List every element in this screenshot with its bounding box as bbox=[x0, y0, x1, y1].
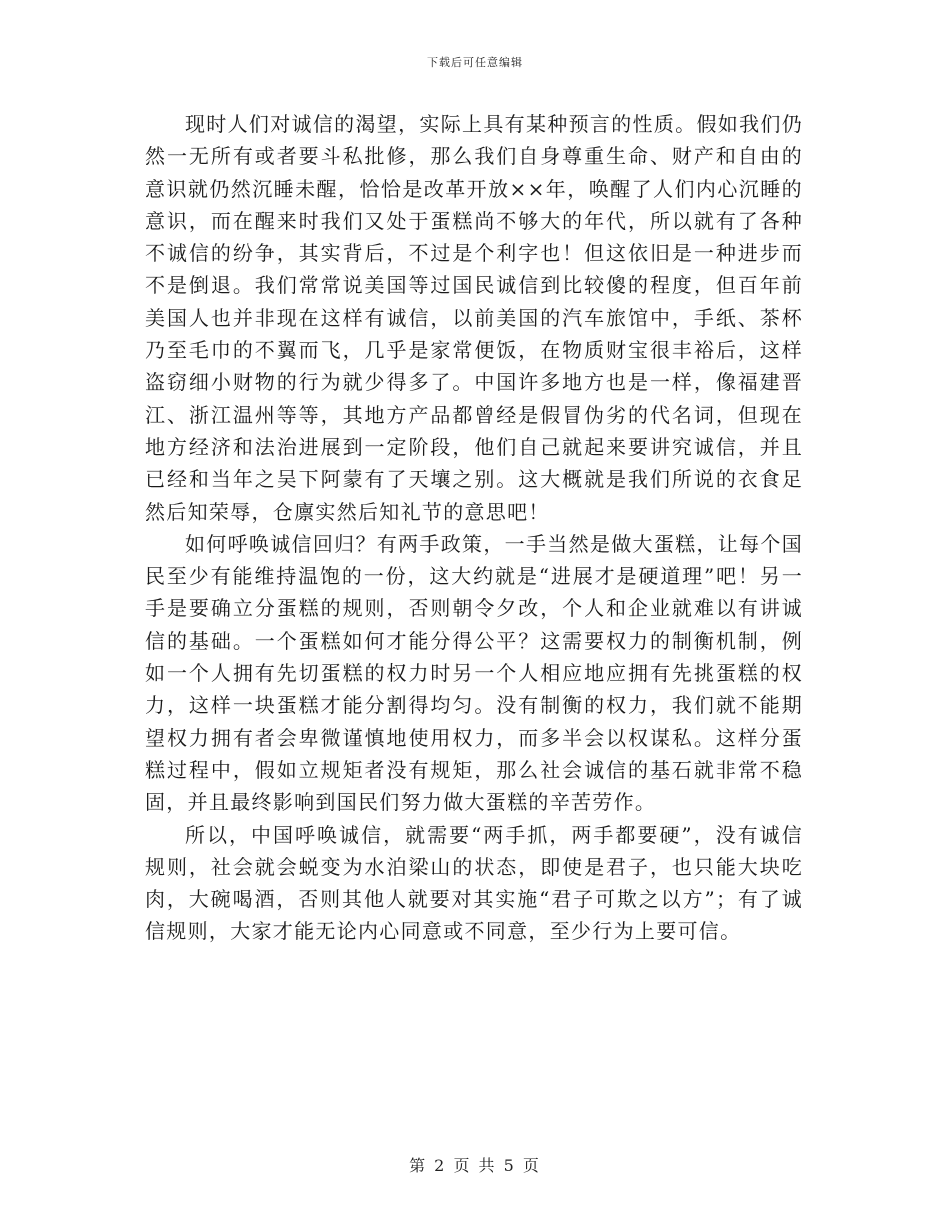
document-body bbox=[145, 108, 803, 948]
paragraph-1: 现时人们对诚信的渴望，实际上具有某种预言的性质。假如我们仍然一无所有或者要斗私批修，那么我们自身尊重生命、财产和自由的意识就仍然沉睡未醒，恰恰是改革开放××年，唤醒了人们内心沉睡的意识，而在醒来时我们又处于蛋糕尚不够大的年代，所以就有了各种不诚信的纷争，其实背后，不过是个利字也！但这依旧是一种进步而不是倒退。我们常常说美国等过国民诚信到比较傻的程度，但百年前美国人也并非现在这样有诚信，以前美国的汽车旅馆中，手纸、茶杯乃至毛巾的不翼而飞，几乎是家常便饭，在物质财宝很丰裕后，这样盗窃细小财物的行为就少得多了。中国许多地方也是一样，像福建晋江、浙江温州等等，其地方产品都曾经是假冒伪劣的代名词，但现在地方经济和法治进展到一定阶段，他们自己就起来要讲究诚信，并且已经和当年之吴下阿蒙有了天壤之别。这大概就是我们所说的衣食足然后知荣辱，仓廪实然后知礼节的意思吧！ bbox=[145, 112, 803, 524]
paragraph-3: 所以，中国呼唤诚信，就需要“两手抓，两手都要硬”，没有诚信规则，社会就会蜕变为水泊梁山的状态，即使是君子，也只能大块吃肉，大碗喝酒，否则其他人就要对其实施“君子可欺之以方”；有了诚信规则，大家才能无论内心同意或不同意，至少行为上要可信。 bbox=[145, 822, 803, 944]
paragraph-2: 如何呼唤诚信回归？有两手政策，一手当然是做大蛋糕，让每个国民至少有能维持温饱的一份，这大约就是“进展才是硬道理”吧！另一手是要确立分蛋糕的规则，否则朝令夕改，个人和企业就难以有讲诚信的基础。一个蛋糕如何才能分得公平？这需要权力的制衡机制，例如一个人拥有先切蛋糕的权力时另一个人相应地应拥有先挑蛋糕的权力，这样一块蛋糕才能分割得均匀。没有制衡的权力，我们就不能期望权力拥有者会卑微谨慎地使用权力，而多半会以权谋私。这样分蛋糕过程中，假如立规矩者没有规矩，那么社会诚信的基石就非常不稳固，并且最终影响到国民们努力做大蛋糕的辛苦劳作。 bbox=[145, 531, 803, 815]
page-footer: 第 2 页 共 5 页 bbox=[409, 1156, 541, 1175]
page-header: 下载后可任意编辑 bbox=[427, 56, 523, 69]
